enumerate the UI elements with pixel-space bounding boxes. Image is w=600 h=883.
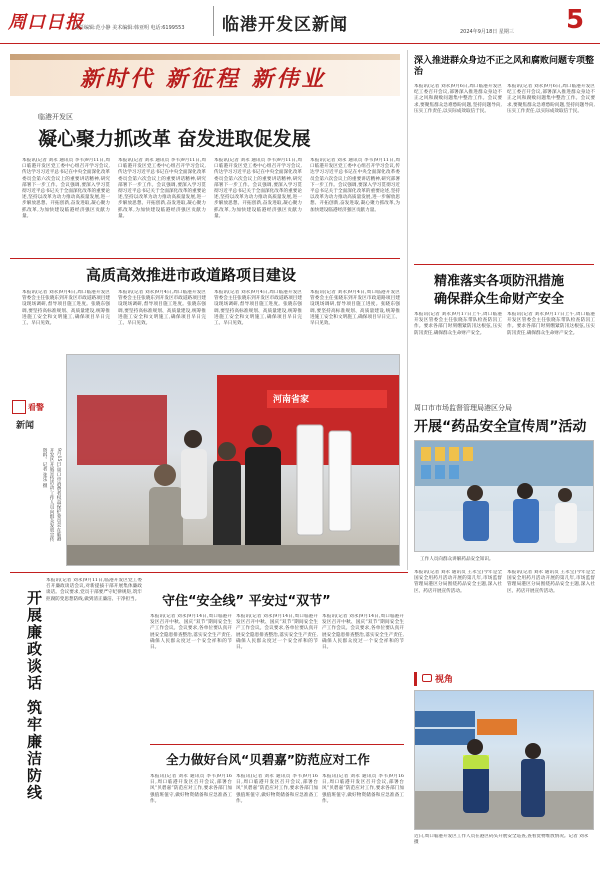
center-2-body-col-2: 本报讯(记者 刘永 通讯员 李韦)9月16日,周口临港开发区召开会议,部署台风“贝碧嘉”防范应对工作,要求各部门加强值班值守,做好物资储备和应急准备工作。 (236, 774, 318, 804)
lead-body-col-2: 本报讯(记者 刘永 通讯员 李韦)9月11日,周口临港开发区党工委中心组召开学习会议,传达学习习近平总书记在中央全面深化改革委员会第六次会议上的重要讲话精神,研究部署下一步工作。会议强调,要深入学习贯彻习近平总书记关于全面深化改革的重要论述,坚持以改革为动力推动高质量发展,进一步解放思想、开拓创新,奋发进取,凝心聚力抓改革,为加快建设临港经济强区贡献力量。 (118, 158, 206, 219)
event-photo-scene (67, 355, 400, 566)
masthead-divider (213, 6, 214, 36)
second-body-col-4: 本报讯(记者 刘永)9月4日,周口临港开发区管委会主任张晓东到开发区市政道路项目建设现场调研,督导项目施工进度。张晓东强调,要坚持高标准规划、高质量建设,统筹推进施工安全和文明施工,确保项目早日完工、早日见效。 (310, 290, 400, 327)
right-lower-body-col-2: 本报讯(记者 刘永 通讯员 王永宝)今年是全国安全用药月活动开展的第几年,市场监督管理局港区分局围绕药品安全主题,深入社区、药店开展宣传活动。 (507, 570, 595, 594)
right-mid-body-col-1: 本报讯(记者 刘永)9月17日上午,周口临港开发区管委会主任张晓东带队检查防汛工作。要求各部门时刻绷紧防汛这根弦,压实防汛责任,确保群众生命财产安全。 (414, 312, 502, 336)
center-2-body-col-3: 本报讯(记者 刘永 通讯员 李韦)9月16日,周口临港开发区召开会议,部署台风“贝碧嘉”防范应对工作,要求各部门加强值班值守,做好物资储备和应急准备工作。 (322, 774, 404, 804)
banner-slogan: 新时代 新征程 新伟业 (80, 66, 327, 92)
photo-tag-top: 看警 (28, 403, 44, 412)
shijiao-label: 视角 (435, 675, 454, 685)
right-mid-divider (414, 264, 594, 265)
photo-tag-box (12, 400, 26, 414)
lead-headline: 凝心聚力抓改革 奋发进取促发展 (38, 128, 311, 150)
lead-body-col-1: 本报讯(记者 刘永 通讯员 李韦)9月11日,周口临港开发区党工委中心组召开学习会议,传达学习习近平总书记在中央全面深化改革委员会第六次会议上的重要讲话精神,研究部署下一步工作。会议强调,要深入学习贯彻习近平总书记关于全面深化改革的重要论述,坚持以改革为动力推动高质量发展,进一步解放思想、开拓创新,奋发进取,凝心聚力抓改革,为加快建设临港经济强区贡献力量。 (22, 158, 110, 219)
right-mid-headline-2: 确保群众生命财产安全 (434, 292, 565, 307)
right-top-headline: 深入推进群众身边不正之风和腐败问题专项整治 (414, 56, 595, 77)
center-1-body-col-2: 本报讯(记者 刘永)9月14日,周口临港开发区召开中秋、国庆“双节”期间安全生产工作会议。会议要求,各单位要认真开展安全隐患排查整治,落实安全生产责任,确保人民群众度过一个安全祥和的节日。 (236, 614, 318, 651)
port-caption: 近日,周口临港开发区工作人员在港区码头开展安全巡查,查看货物堆放情况。记者 刘永 摄 (414, 834, 589, 846)
right-top-body-col-2: 本报讯(记者 刘永)9月6日,周口临港开发区纪工委召开会议,部署深入推进群众身边不正之风和腐败问题集中整治工作。会议要求,要聚焦群众急难愁盼问题,坚持问题导向,压实工作责任,以实际成效取信于民。 (507, 84, 595, 114)
page-number: 5 (566, 5, 585, 35)
center-headline-2: 全力做好台风“贝碧嘉”防范应对工作 (166, 752, 370, 767)
right-lower-kicker: 周口市市场监督管理局港区分局 (414, 404, 512, 412)
port-photo-scene (415, 691, 594, 830)
second-headline: 高质高效推进市政道路项目建设 (86, 266, 297, 284)
lead-kicker: 临港开发区 (38, 113, 73, 121)
photo-caption-vertical: 9月15日,周口市消费者权益保护委员会在临港开发区开展宣传活动,工作人员向群众发放宣传资料。记者 张乐 摄 (42, 448, 61, 542)
left-story-body: 本报讯(记者 刘永)9月11日,临港开发区党工委召开廉政谈话会议,对新提拔干部开展集体廉政谈话。会议要求,党员干部要严守纪律规矩,筑牢拒腐防变思想防线,做到清正廉洁、干净担当。 (46, 578, 142, 602)
right-col-divider (407, 50, 408, 570)
paper-logo: 周口日报 (8, 12, 84, 33)
center-2-body-col-1: 本报讯(记者 刘永 通讯员 李韦)9月16日,周口临港开发区召开会议,部署台风“贝碧嘉”防范应对工作,要求各部门加强值班值守,做好物资储备和应急准备工作。 (150, 774, 232, 804)
center-1-body-col-1: 本报讯(记者 刘永)9月14日,周口临港开发区召开中秋、国庆“双节”期间安全生产工作会议。会议要求,各单位要认真开展安全隐患排查整治,落实安全生产责任,确保人民群众度过一个安全祥和的节日。 (150, 614, 232, 651)
camera-icon (422, 674, 432, 682)
second-body-col-3: 本报讯(记者 刘永)9月4日,周口临港开发区管委会主任张晓东到开发区市政道路项目建设现场调研,督导项目施工进度。张晓东强调,要坚持高标准规划、高质量建设,统筹推进施工安全和文明施工,确保项目早日完工、早日见效。 (214, 290, 302, 327)
event-photo-sign: 河南省家 (273, 395, 310, 405)
center-divider (150, 744, 404, 745)
masthead-meta: 责任编辑:范小静 美术编辑:韩亚明 电话:6199553 (74, 25, 185, 31)
banner-stripe (10, 54, 400, 60)
section-title: 临港开发区新闻 (222, 15, 348, 35)
right-lower-headline: 开展“药品安全宣传周”活动 (414, 419, 587, 435)
pharmacy-photo (414, 440, 594, 552)
right-mid-headline-1: 精准落实各项防汛措施 (434, 274, 565, 289)
second-body-col-1: 本报讯(记者 刘永)9月4日,周口临港开发区管委会主任张晓东到开发区市政道路项目建设现场调研,督导项目施工进度。张晓东强调,要坚持高标准规划、高质量建设,统筹推进施工安全和文明施工,确保项目早日完工、早日见效。 (22, 290, 110, 327)
slogan-banner (10, 54, 400, 96)
masthead (0, 0, 600, 44)
lower-section-divider (10, 572, 408, 573)
lead-body-col-4: 本报讯(记者 刘永 通讯员 李韦)9月11日,周口临港开发区党工委中心组召开学习会议,传达学习习近平总书记在中央全面深化改革委员会第六次会议上的重要讲话精神,研究部署下一步工作。会议强调,要深入学习贯彻习近平总书记关于全面深化改革的重要论述,坚持以改革为动力推动高质量发展,进一步解放思想、开拓创新,奋发进取,凝心聚力抓改革,为加快建设临港经济强区贡献力量。 (310, 158, 400, 213)
center-headline-1: 守住“安全线” 平安过“双节” (162, 594, 331, 609)
second-body-col-2: 本报讯(记者 刘永)9月4日,周口临港开发区管委会主任张晓东到开发区市政道路项目建设现场调研,督导项目施工进度。张晓东强调,要坚持高标准规划、高质量建设,统筹推进施工安全和文明施工,确保项目早日完工、早日见效。 (118, 290, 206, 327)
left-story-headline: 开展廉政谈话 筑牢廉洁防线 (25, 590, 43, 802)
right-top-body-col-1: 本报讯(记者 刘永)9月6日,周口临港开发区纪工委召开会议,部署深入推进群众身边不正之风和腐败问题集中整治工作。会议要求,要聚焦群众急难愁盼问题,坚持问题导向,压实工作责任,以实际成效取信于民。 (414, 84, 502, 114)
shijiao-label-block (414, 672, 594, 686)
event-photo (66, 354, 400, 566)
center-1-body-col-3: 本报讯(记者 刘永)9月14日,周口临港开发区召开中秋、国庆“双节”期间安全生产工作会议。会议要求,各单位要认真开展安全隐患排查整治,落实安全生产责任,确保人民群众度过一个安全祥和的节日。 (322, 614, 404, 651)
lead-body-col-3: 本报讯(记者 刘永 通讯员 李韦)9月11日,周口临港开发区党工委中心组召开学习会议,传达学习习近平总书记在中央全面深化改革委员会第六次会议上的重要讲话精神,研究部署下一步工作。会议强调,要深入学习贯彻习近平总书记关于全面深化改革的重要论述,坚持以改革为动力推动高质量发展,进一步解放思想、开拓创新,奋发进取,凝心聚力抓改革,为加快建设临港经济强区贡献力量。 (214, 158, 302, 219)
right-mid-body-col-2: 本报讯(记者 刘永)9月17日上午,周口临港开发区管委会主任张晓东带队检查防汛工作。要求各部门时刻绷紧防汛这根弦,压实防汛责任,确保群众生命财产安全。 (507, 312, 595, 336)
pharmacy-caption: 工作人员向群众讲解药品安全知识。 (420, 557, 494, 562)
photo-tag-bottom: 新闻 (16, 421, 35, 431)
port-photo (414, 690, 594, 830)
issue-date: 2024年9月18日 星期三 (460, 29, 514, 35)
photo-tag (12, 400, 56, 434)
lead-divider (10, 258, 400, 259)
pharmacy-photo-scene (415, 441, 594, 552)
right-lower-body-col-1: 本报讯(记者 刘永 通讯员 王永宝)今年是全国安全用药月活动开展的第几年,市场监督管理局港区分局围绕药品安全主题,深入社区、药店开展宣传活动。 (414, 570, 502, 594)
